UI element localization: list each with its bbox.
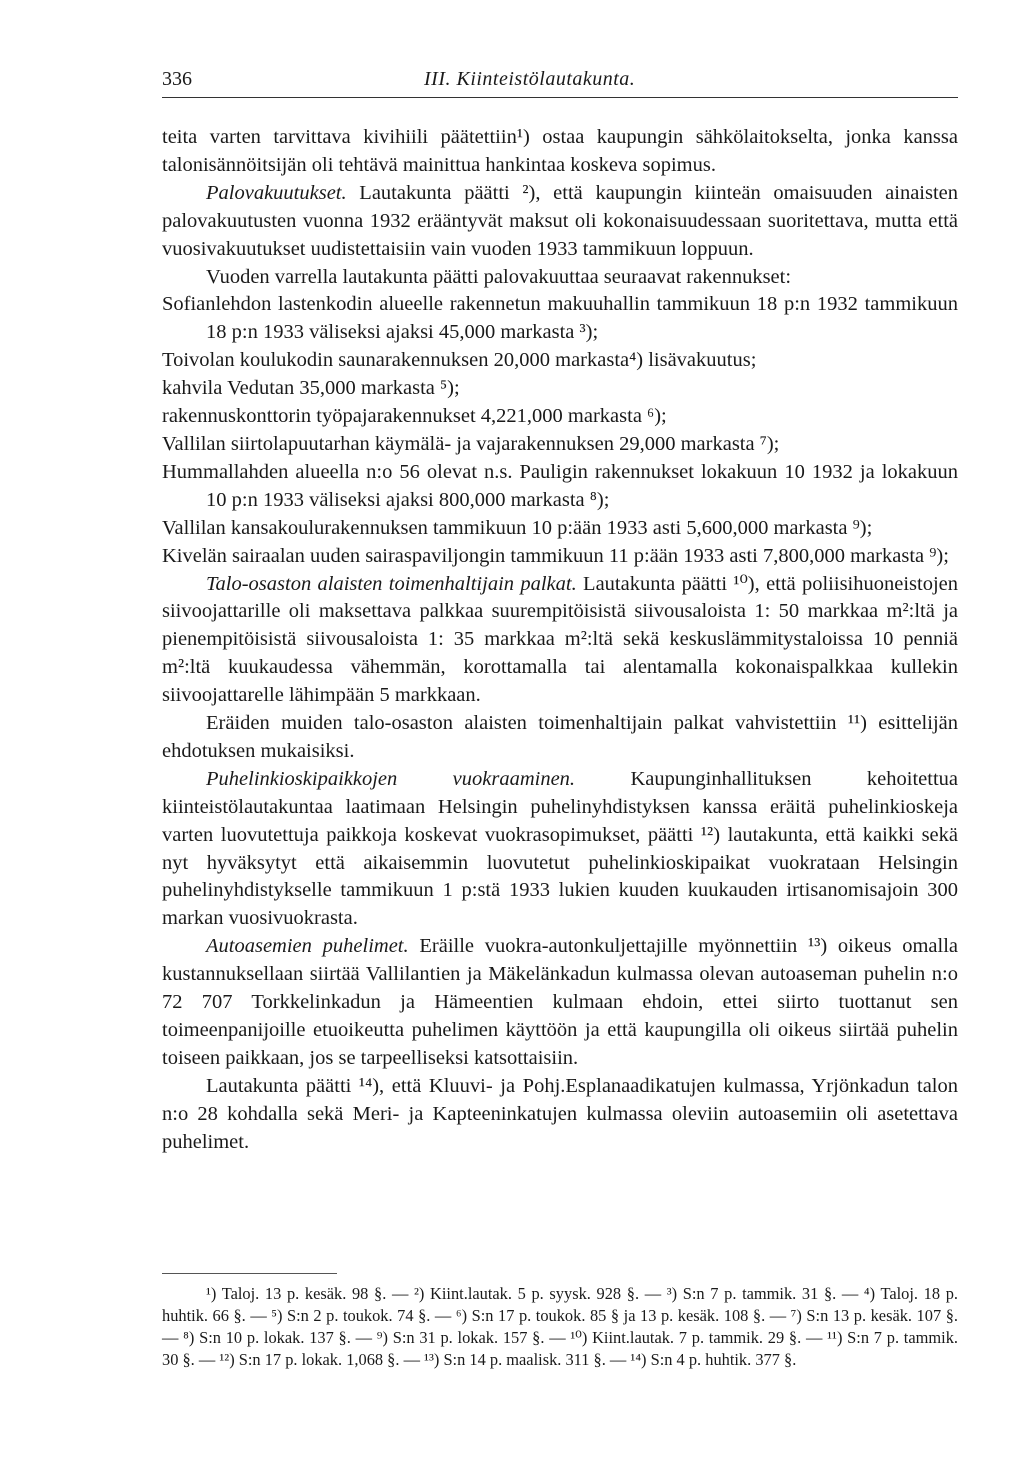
section-heading-fire-insurance: Palovakuutukset. xyxy=(206,181,347,204)
kiosk-leases-text: Kaupunginhallituksen kehoitettua kiinteistölautakuntaa laatimaan Helsingin puhelinyhdistyksen kanssa eräitä puhelinkioskeja varten luovutettuja paikkoja koskevat vuokrasopimukset, päätti ¹²) lautakunta, että kaikki sekä nyt hyväksytyt että aikaisemmin luovutetut puhelinkioskipaikat vuokrataan Helsingin puhelinyhdistykselle tammikuun 1 p:stä 1933 lukien kuuden kuukauden irtisanomisajoin 300 markan vuosivuokrasta. xyxy=(162,767,959,930)
list-item: Toivolan koulukodin saunarakennuksen 20,000 markasta⁴) lisävakuutus; xyxy=(162,349,757,372)
paragraph-fire-insurance xyxy=(162,180,958,264)
list-item: Hummallahden alueella n:o 56 olevat n.s. Pauligin rakennukset lokakuun 10 1932 ja lokakuun 10 p:n 1933 väliseksi ajaksi 800,000 markasta ⁸); xyxy=(162,460,958,511)
header-rule xyxy=(162,97,958,98)
list-item: Vallilan kansakoulurakennuksen tammikuun 10 p:ään 1933 asti 5,600,000 markasta ⁹); xyxy=(162,516,873,539)
footnotes xyxy=(162,1283,958,1371)
fire-insurance-text: Lautakunta päätti ²), että kaupungin kiinteän omaisuuden ainaisten palovakuutusten vuonna 1932 erääntyvät maksut oli kokonaisuudessaan suoritettava, mutta että vuosivakuutukset uudistettaisiin vain vuoden 1933 tammikuun loppuun. xyxy=(162,181,959,260)
paragraph-taxi-phones-decision: Lautakunta päätti ¹⁴), että Kluuvi- ja Pohj.Esplanaadikatujen kulmassa, Yrjönkadun talon n:o 28 kohdalla sekä Meri- ja Kapteeninkatujen kulmassa oleviin autoasemiin oli asetettava puhelimet. xyxy=(162,1074,958,1153)
paragraph-staff-salaries xyxy=(162,571,958,711)
section-heading-kiosk-leases: Puhelinkioskipaikkojen vuokraaminen. xyxy=(206,767,576,790)
section-heading-taxi-phones: Autoasemien puhelimet. xyxy=(206,935,409,958)
list-item: Kivelän sairaalan uuden sairaspaviljongin tammikuun 11 p:ään 1933 asti 7,800,000 markasta ⁹); xyxy=(162,544,949,567)
paragraph-coal-purchase: teita varten tarvittava kivihiili päätettiin¹) ostaa kaupungin sähkölaitokselta, jonka kanssa talonisännöitsijän oli tehtävä mainittua hankintaa koskeva sopimus. xyxy=(162,126,958,176)
footnotes-text: ¹) Taloj. 13 p. kesäk. 98 §. — ²) Kiint.lautak. 5 p. syysk. 928 §. — ³) S:n 7 p. tammik. 31 §. — ⁴) Taloj. 18 p. huhtik. 66 §. — ⁵) S:n 2 p. toukok. 74 §. — ⁶) S:n 17 p. toukok. 85 § ja 13 p. kesäk. 108 §. — ⁷) S:n 13 p. kesäk. 107 §. — ⁸) S:n 10 p. lokak. 137 §. — ⁹) S:n 31 p. lokak. 157 §. — ¹⁰) Kiint.lautak. 7 p. tammik. 29 §. — ¹¹) S:n 7 p. tammik. 30 §. — ¹²) S:n 17 p. lokak. 1,068 §. — ¹³) S:n 14 p. maalisk. 311 §. — ¹⁴) S:n 4 p. huhtik. 377 §. xyxy=(162,1284,958,1369)
staff-salaries-text: Lautakunta päätti ¹⁰), että poliisihuoneistojen siivoojattarille oli maksettava palkkaa suurempitöisistä siivousaloista 1: 50 markkaa m²:ltä ja pienempitöisistä siivousaloista 1: 35 markkaa m²:ltä sekä keskuslämmitystaloissa 10 penniä m²:ltä kuukaudessa vähemmän, korottamalla tai alentamalla kokonaispalkkaa kullekin siivoojattarelle lähimpään 5 markkaan. xyxy=(162,572,959,707)
paragraph-kiosk-leases xyxy=(162,766,958,933)
paragraph-other-salaries: Eräiden muiden talo-osaston alaisten toimenhaltijain palkat vahvistettiin ¹¹) esittelijän ehdotuksen mukaisiksi. xyxy=(162,712,958,762)
page-number: 336 xyxy=(162,68,192,90)
list-item: Sofianlehdon lastenkodin alueelle rakennetun makuuhallin tammikuun 18 p:n 1932 tammikuun 18 p:n 1933 väliseksi ajaksi 45,000 markasta ³); xyxy=(162,293,958,344)
page-header xyxy=(162,68,958,98)
list-item: Vallilan siirtolapuutarhan käymälä- ja vajarakennuksen 29,000 markasta ⁷); xyxy=(162,432,780,455)
body-text xyxy=(162,124,958,1157)
section-heading-staff-salaries: Talo-osaston alaisten toimenhaltijain palkat. xyxy=(206,572,577,595)
insured-buildings-list xyxy=(162,291,958,570)
list-item: rakennuskonttorin työpajarakennukset 4,221,000 markasta ⁶); xyxy=(162,405,667,428)
taxi-phones-text: Eräille vuokra-autonkuljettajille myönnettiin ¹³) oikeus omalla kustannuksellaan siirtää Vallilantien ja Mäkelänkadun kulmassa olevan autoaseman puhelin n:o 72 707 Torkkelinkadun ja Hämeentien kulmaan ehdoin, ettei siirto tuottanut sen toimeenpanijoille etuoikeutta puhelimen käyttöön ja että kaupungilla oli oikeus siirtää puhelin toiseen paikkaan, jos se tarpeelliseksi katsottaisiin. xyxy=(162,935,959,1069)
footnote-rule xyxy=(162,1273,337,1274)
list-item: kahvila Vedutan 35,000 markasta ⁵); xyxy=(162,377,460,400)
paragraph-taxi-phones xyxy=(162,933,958,1073)
paragraph-insured-buildings-intro: Vuoden varrella lautakunta päätti palovakuuttaa seuraavat rakennukset: xyxy=(206,265,792,288)
running-title: III. Kiinteistölautakunta. xyxy=(424,68,636,90)
